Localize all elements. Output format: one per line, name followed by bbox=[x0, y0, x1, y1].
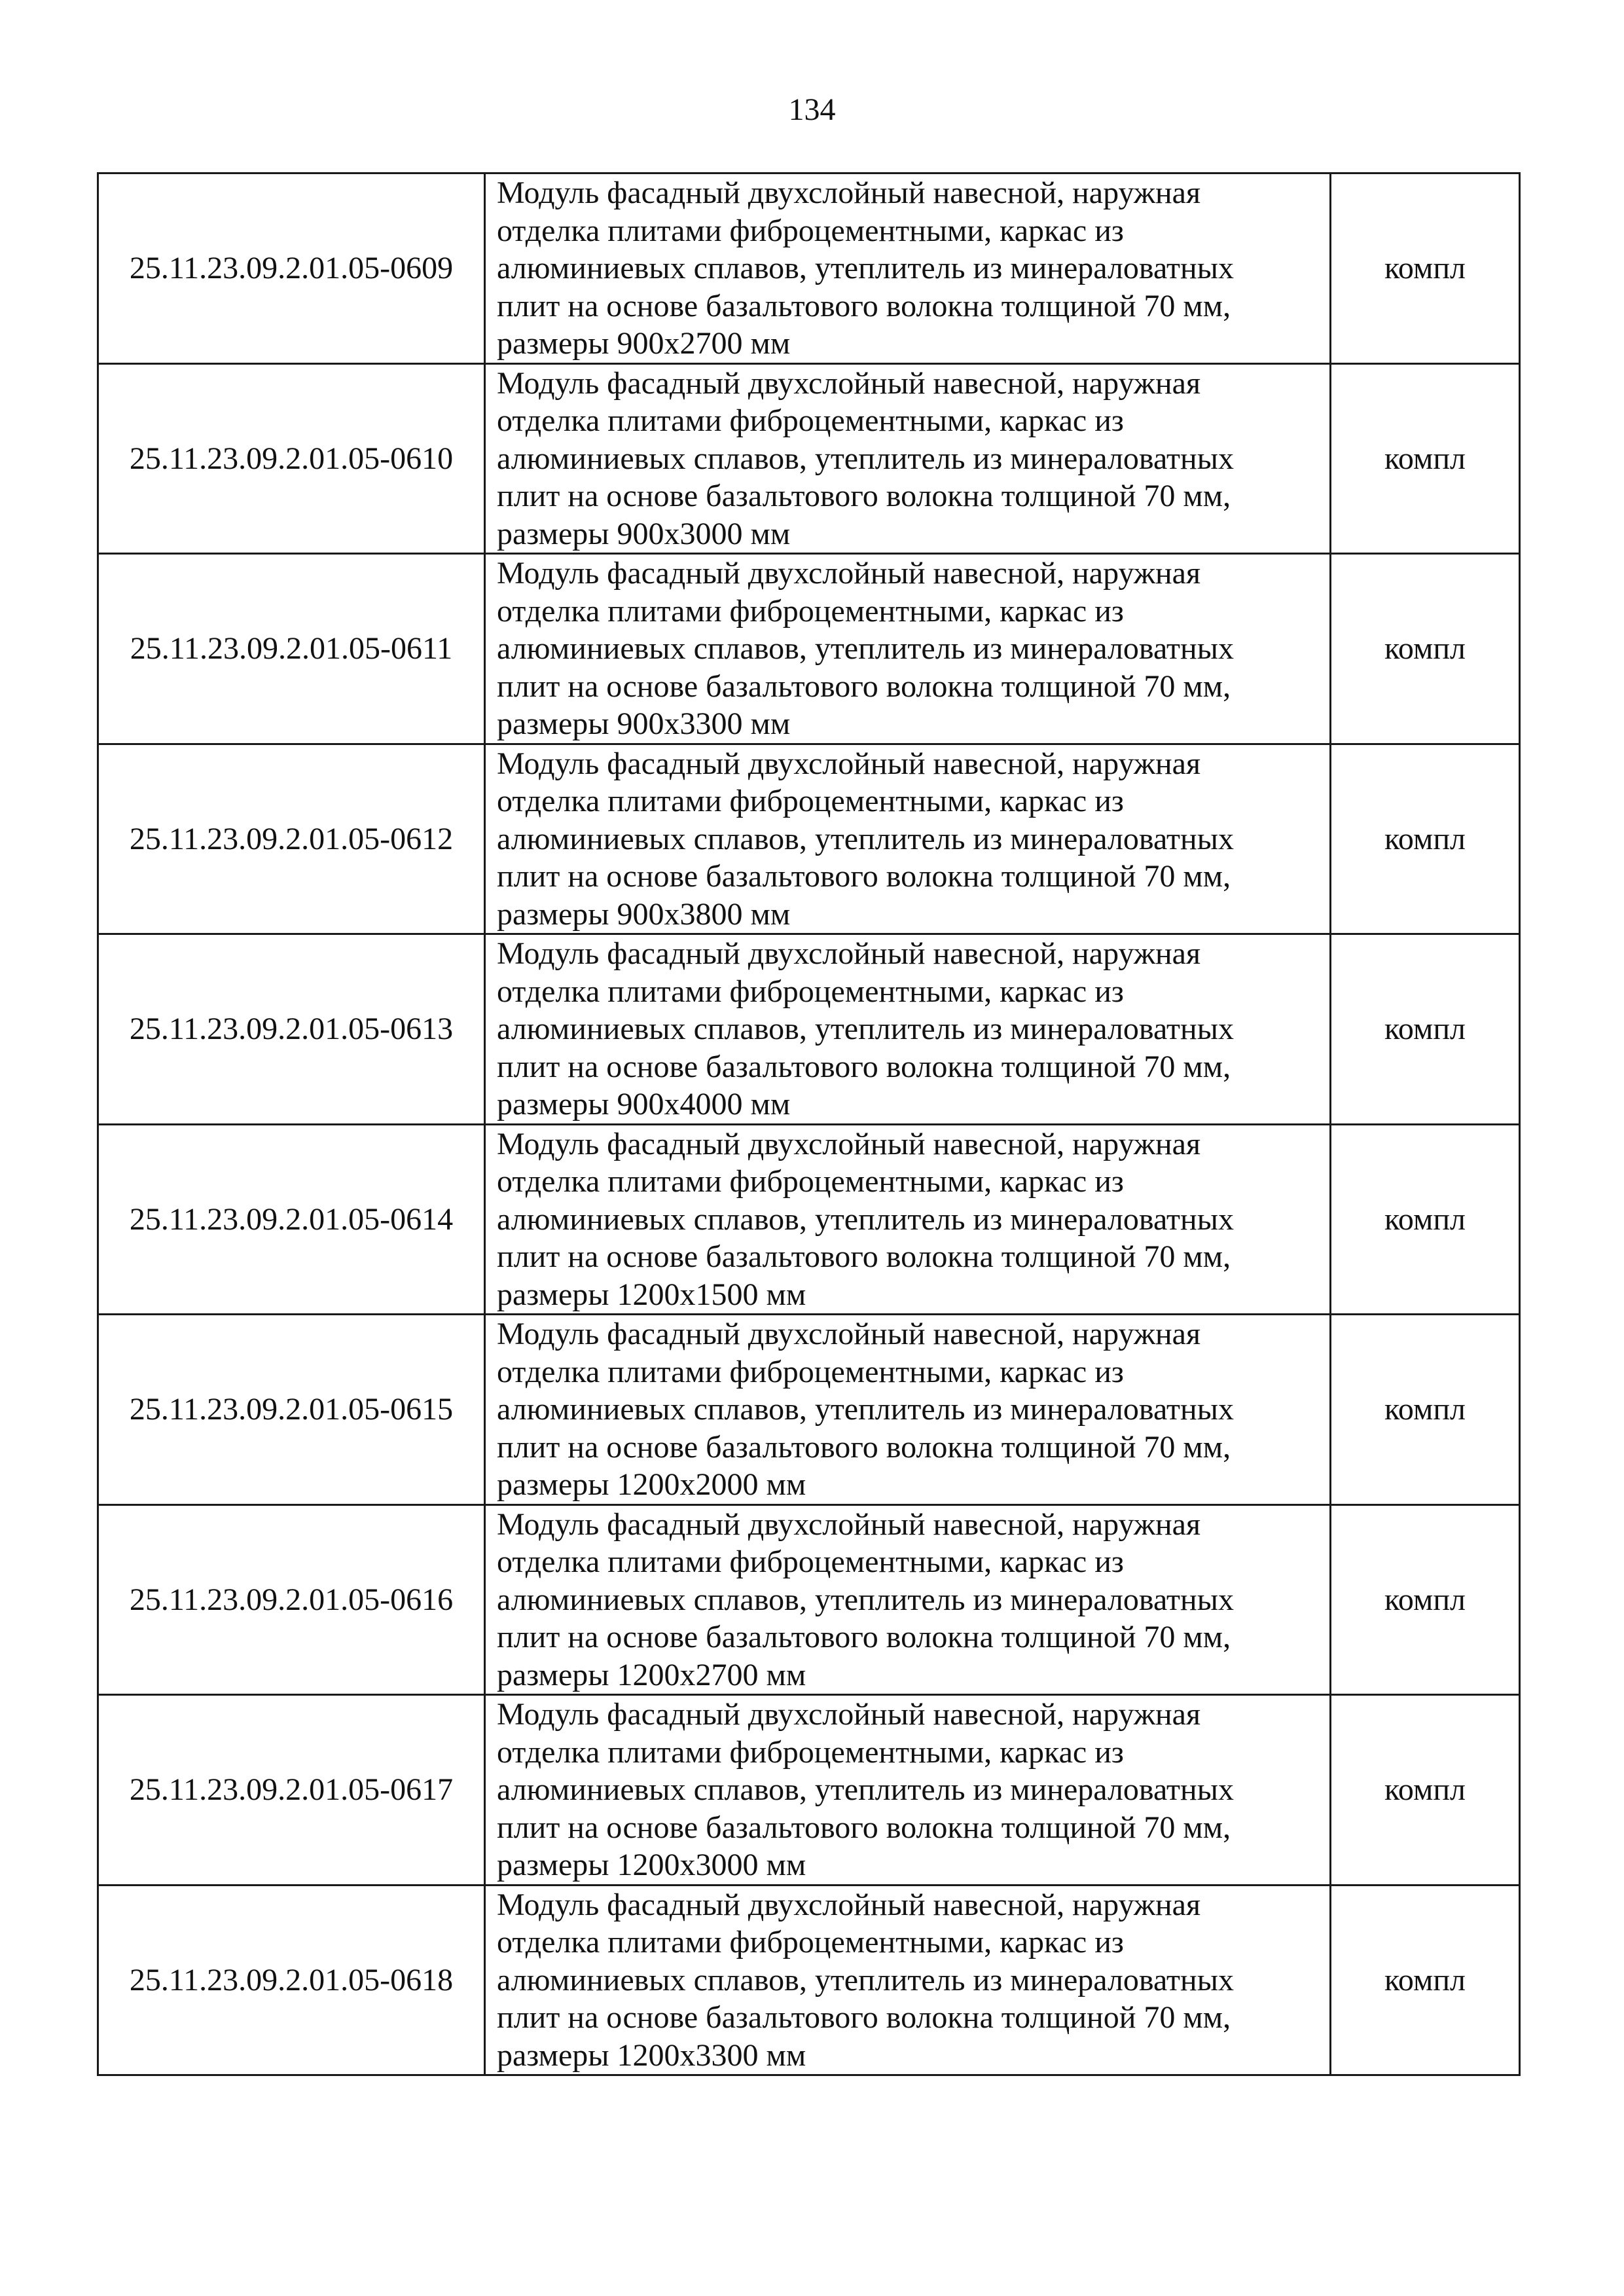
description-line: Модуль фасадный двухслойный навесной, наружная bbox=[497, 556, 1201, 591]
page-number: 134 bbox=[788, 92, 836, 127]
description-line: алюминиевых сплавов, утеплитель из минераловатных bbox=[497, 1201, 1234, 1237]
description-line: алюминиевых сплавов, утеплитель из минераловатных bbox=[497, 1392, 1234, 1427]
unit-cell: компл bbox=[1331, 1695, 1520, 1886]
description-line: отделка плитами фиброцементными, каркас из bbox=[497, 1925, 1124, 1959]
description-line: плит на основе базальтового волокна толщиной 70 мм, bbox=[497, 479, 1231, 513]
table-row bbox=[98, 363, 1520, 554]
description-line: размеры 900x2700 мм bbox=[497, 326, 791, 361]
resource-description-cell bbox=[485, 1695, 1331, 1886]
description-line: Модуль фасадный двухслойный навесной, наружная bbox=[497, 1506, 1201, 1542]
table-row bbox=[98, 1315, 1520, 1505]
description-line: Модуль фасадный двухслойный навесной, наружная bbox=[497, 1317, 1201, 1351]
description-line: плит на основе базальтового волокна толщиной 70 мм, bbox=[497, 1239, 1231, 1274]
description-line: отделка плитами фиброцементными, каркас из bbox=[497, 1354, 1124, 1389]
table-row bbox=[98, 1124, 1520, 1315]
description-line: отделка плитами фиброцементными, каркас из bbox=[497, 1544, 1124, 1579]
description-line: Модуль фасадный двухслойный навесной, наружная bbox=[497, 1697, 1201, 1732]
resource-code-cell: 25.11.23.09.2.01.05-0618 bbox=[98, 1885, 485, 2075]
description-line: отделка плитами фиброцементными, каркас из bbox=[497, 403, 1124, 438]
table-row bbox=[98, 1504, 1520, 1695]
description-line: плит на основе базальтового волокна толщиной 70 мм, bbox=[497, 288, 1231, 323]
description-line: отделка плитами фиброцементными, каркас из bbox=[497, 784, 1124, 818]
description-line: плит на основе базальтового волокна толщиной 70 мм, bbox=[497, 668, 1231, 704]
unit-cell: компл bbox=[1331, 1315, 1520, 1505]
table-row bbox=[98, 934, 1520, 1125]
description-line: алюминиевых сплавов, утеплитель из минераловатных bbox=[497, 1011, 1234, 1046]
description-line: плит на основе базальтового волокна толщиной 70 мм, bbox=[497, 1429, 1231, 1465]
description-line: Модуль фасадный двухслойный навесной, наружная bbox=[497, 365, 1201, 401]
description-line: размеры 1200x3000 мм bbox=[497, 1848, 806, 1882]
description-line: отделка плитами фиброцементными, каркас из bbox=[497, 213, 1124, 248]
unit-cell: компл bbox=[1331, 934, 1520, 1125]
description-line: размеры 1200x1500 мм bbox=[497, 1277, 806, 1312]
description-line: алюминиевых сплавов, утеплитель из минераловатных bbox=[497, 1582, 1234, 1617]
description-line: плит на основе базальтового волокна толщиной 70 мм, bbox=[497, 1810, 1231, 1845]
description-line: размеры 1200x2700 мм bbox=[497, 1657, 806, 1692]
description-line: размеры 900x4000 мм bbox=[497, 1087, 791, 1121]
description-line: Модуль фасадный двухслойный навесной, наружная bbox=[497, 936, 1201, 971]
description-line: размеры 900x3300 мм bbox=[497, 706, 791, 741]
resource-code-cell: 25.11.23.09.2.01.05-0610 bbox=[98, 363, 485, 554]
resource-description-cell bbox=[485, 1315, 1331, 1505]
description-line: размеры 900x3800 мм bbox=[497, 896, 791, 932]
description-line: плит на основе базальтового волокна толщиной 70 мм, bbox=[497, 859, 1231, 894]
resource-description-cell bbox=[485, 1124, 1331, 1315]
description-line: плит на основе базальтового волокна толщиной 70 мм, bbox=[497, 1049, 1231, 1084]
description-line: размеры 1200x2000 мм bbox=[497, 1467, 806, 1502]
resource-code-cell: 25.11.23.09.2.01.05-0616 bbox=[98, 1504, 485, 1695]
description-line: размеры 1200x3300 мм bbox=[497, 2037, 806, 2073]
description-line: Модуль фасадный двухслойный навесной, наружная bbox=[497, 175, 1201, 210]
description-line: Модуль фасадный двухслойный навесной, наружная bbox=[497, 746, 1201, 781]
resource-description-cell bbox=[485, 173, 1331, 364]
table-row bbox=[98, 744, 1520, 934]
resource-description-cell bbox=[485, 934, 1331, 1125]
resource-code-cell: 25.11.23.09.2.01.05-0614 bbox=[98, 1124, 485, 1315]
unit-cell: компл bbox=[1331, 1504, 1520, 1695]
description-line: алюминиевых сплавов, утеплитель из минераловатных bbox=[497, 821, 1234, 856]
description-line: отделка плитами фиброцементными, каркас из bbox=[497, 593, 1124, 629]
resource-code-cell: 25.11.23.09.2.01.05-0617 bbox=[98, 1695, 485, 1886]
description-line: алюминиевых сплавов, утеплитель из минераловатных bbox=[497, 441, 1234, 476]
unit-cell: компл bbox=[1331, 744, 1520, 934]
resource-code-cell: 25.11.23.09.2.01.05-0612 bbox=[98, 744, 485, 934]
description-line: алюминиевых сплавов, утеплитель из минераловатных bbox=[497, 251, 1234, 285]
table-row bbox=[98, 554, 1520, 744]
resource-description-cell bbox=[485, 363, 1331, 554]
resource-code-cell: 25.11.23.09.2.01.05-0613 bbox=[98, 934, 485, 1125]
resource-description-cell bbox=[485, 1885, 1331, 2075]
description-line: отделка плитами фиброцементными, каркас из bbox=[497, 974, 1124, 1009]
table-row bbox=[98, 1885, 1520, 2075]
resource-description-cell bbox=[485, 554, 1331, 744]
description-line: Модуль фасадный двухслойный навесной, наружная bbox=[497, 1126, 1201, 1161]
description-line: плит на основе базальтового волокна толщиной 70 мм, bbox=[497, 2000, 1231, 2035]
description-line: плит на основе базальтового волокна толщиной 70 мм, bbox=[497, 1620, 1231, 1654]
unit-cell: компл bbox=[1331, 554, 1520, 744]
resource-code-cell: 25.11.23.09.2.01.05-0609 bbox=[98, 173, 485, 364]
resource-table bbox=[97, 172, 1521, 2076]
table-row bbox=[98, 173, 1520, 364]
description-line: отделка плитами фиброцементными, каркас из bbox=[497, 1734, 1124, 1770]
description-line: алюминиевых сплавов, утеплитель из минераловатных bbox=[497, 631, 1234, 666]
resource-code-cell: 25.11.23.09.2.01.05-0611 bbox=[98, 554, 485, 744]
unit-cell: компл bbox=[1331, 363, 1520, 554]
table-row bbox=[98, 1695, 1520, 1886]
description-line: отделка плитами фиброцементными, каркас из bbox=[497, 1164, 1124, 1199]
description-line: алюминиевых сплавов, утеплитель из минераловатных bbox=[497, 1962, 1234, 1997]
unit-cell: компл bbox=[1331, 173, 1520, 364]
table-body bbox=[98, 173, 1520, 2075]
resource-code-cell: 25.11.23.09.2.01.05-0615 bbox=[98, 1315, 485, 1505]
description-line: алюминиевых сплавов, утеплитель из минераловатных bbox=[497, 1772, 1234, 1807]
resource-description-cell bbox=[485, 744, 1331, 934]
unit-cell: компл bbox=[1331, 1124, 1520, 1315]
description-line: размеры 900x3000 мм bbox=[497, 516, 791, 551]
resource-description-cell bbox=[485, 1504, 1331, 1695]
unit-cell: компл bbox=[1331, 1885, 1520, 2075]
description-line: Модуль фасадный двухслойный навесной, наружная bbox=[497, 1887, 1201, 1922]
